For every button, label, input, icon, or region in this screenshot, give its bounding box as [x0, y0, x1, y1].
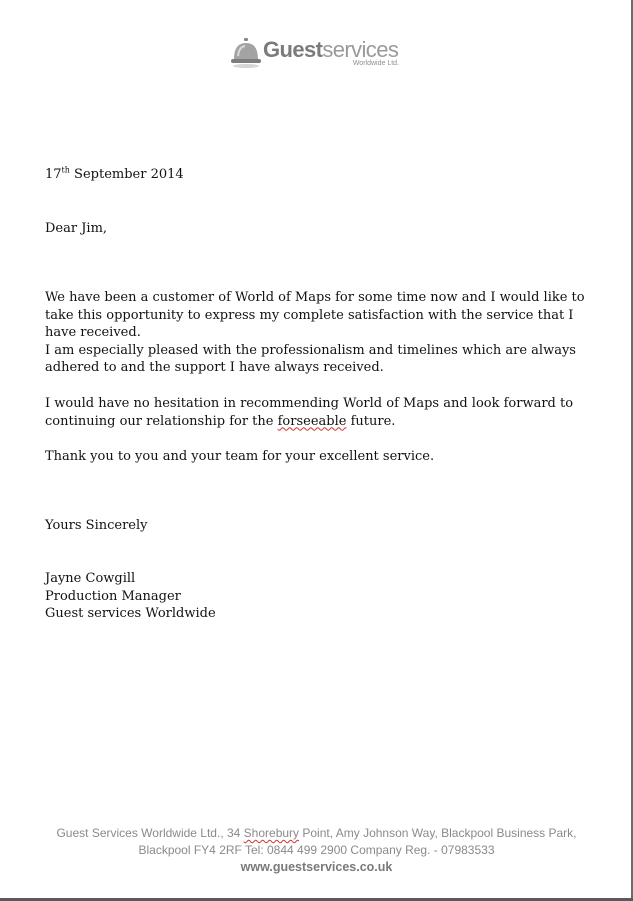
date-day: 17 — [45, 167, 62, 182]
footer-address — [0, 826, 633, 840]
company-logo — [229, 36, 409, 72]
signatory-name: Jayne Cowgill — [45, 571, 136, 586]
logo-brand-bold: Guest — [263, 37, 323, 62]
signatory-title: Production Manager — [45, 588, 181, 604]
date-suffix: th — [61, 165, 70, 175]
logo-tagline: Worldwide Ltd. — [352, 60, 399, 67]
footer-address-start: Guest Services Worldwide Ltd., 34 — [56, 826, 244, 840]
paragraph-1-line-2: take this opportunity to express my complete satisfaction with the service that I — [45, 307, 574, 323]
signature-block — [45, 570, 216, 623]
misspelled-word: forseeable — [277, 413, 347, 429]
salutation: Dear Jim, — [45, 221, 108, 236]
paragraph-2-line-1: I would have no hesitation in recommending World of Maps and look forward to — [45, 396, 574, 411]
paragraph-3: Thank you to you and your team for your excellent service. — [45, 449, 435, 464]
letter-date — [45, 166, 184, 184]
paragraph-1 — [45, 289, 585, 377]
date-month-year: September 2014 — [69, 167, 184, 182]
paragraph-1-line-3: have received. — [45, 325, 141, 340]
footer-misspelled-word: Shorebury — [243, 826, 300, 840]
paragraph-2-line-2-end: future. — [346, 413, 396, 429]
closing: Yours Sincerely — [45, 518, 148, 533]
logo-brand-light: services — [322, 37, 399, 62]
footer-address-end: Point, Amy Johnson Way, Blackpool Business Park, — [299, 826, 577, 840]
paragraph-1-line-1: We have been a customer of World of Maps for some time now and I would like to — [45, 290, 585, 305]
footer-contact: Blackpool FY4 2RF Tel: 0844 499 2900 Company Reg. - 07983533 — [138, 843, 495, 857]
service-bell-icon — [229, 37, 263, 71]
paragraph-1-line-4: I am especially pleased with the professionalism and timelines which are always — [45, 342, 576, 358]
paragraph-1-line-5: adhered to and the support I have always received. — [45, 360, 384, 375]
signatory-company: Guest services Worldwide — [45, 606, 216, 621]
paragraph-2 — [45, 395, 573, 430]
paragraph-2-line-2-start: continuing our relationship for the — [45, 413, 278, 429]
paragraph-2-line-2 — [45, 413, 573, 431]
footer-website: www.guestservices.co.uk — [240, 860, 393, 874]
